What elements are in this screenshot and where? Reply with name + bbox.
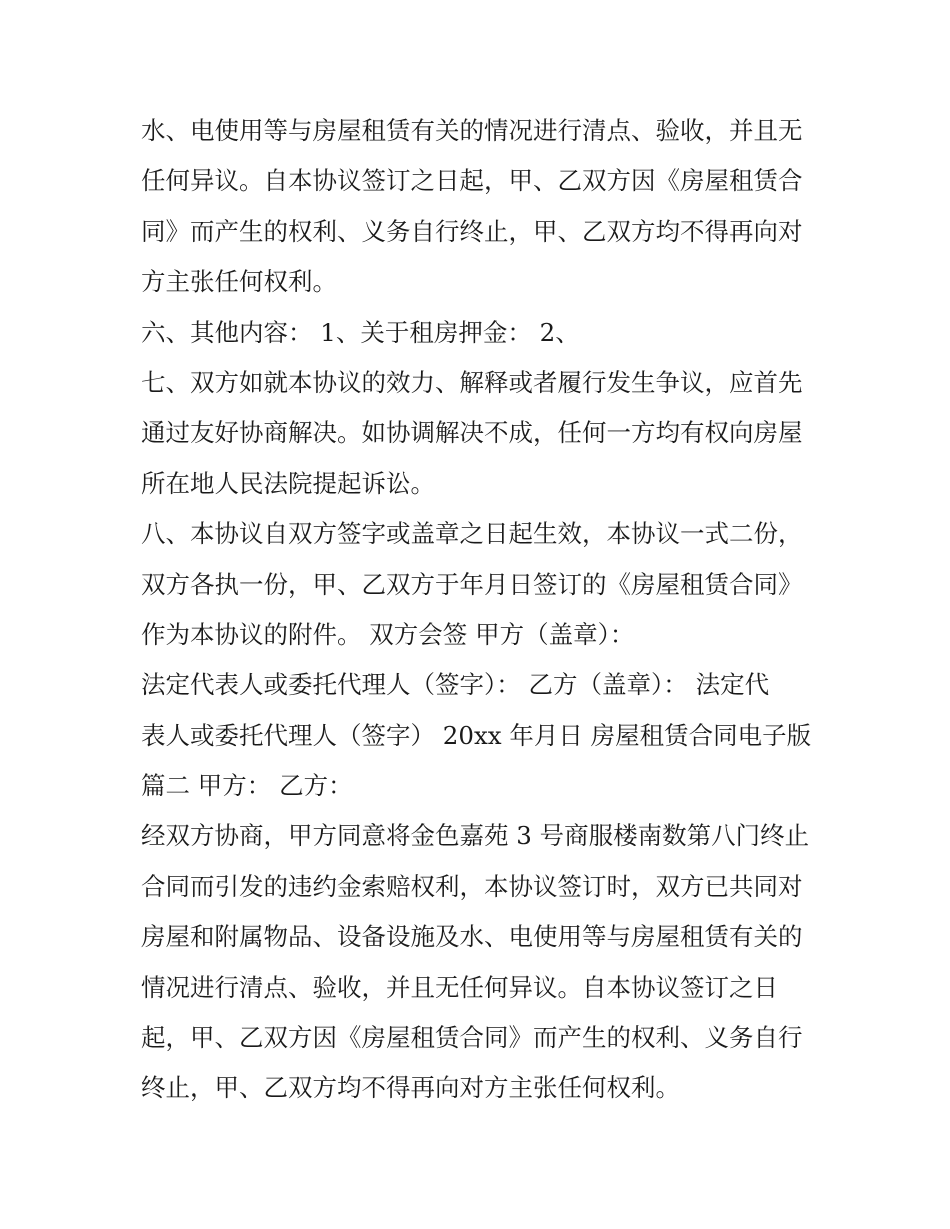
text-line: 作为本协议的附件。 双方会签 甲方（盖章）：: [141, 619, 635, 649]
text-line: 起，甲、乙双方因《房屋租赁合同》而产生的权利、义务自行: [141, 1023, 803, 1053]
text-line: 房屋和附属物品、设备设施及水、电使用等与房屋租赁有关的: [141, 922, 803, 952]
text-line: 同》而产生的权利、义务自行终止，甲、乙双方均不得再向对: [141, 216, 803, 246]
text-line: 任何异议。自本协议签订之日起，甲、乙双方因《房屋租赁合: [141, 166, 803, 196]
document-body: [141, 106, 821, 1114]
text-line: 双方各执一份，甲、乙双方于年月日签订的《房屋租赁合同》: [141, 569, 803, 599]
text-line: 所在地人民法院提起诉讼。: [141, 468, 435, 498]
text-line: 方主张任何权利。: [141, 267, 337, 297]
text-line: 终止，甲、乙双方均不得再向对方主张任何权利。: [141, 1073, 680, 1103]
text-line: 篇二 甲方： 乙方：: [141, 771, 353, 801]
text-line: 通过友好协商解决。如协调解决不成，任何一方均有权向房屋: [141, 418, 803, 448]
text-line: 经双方协商，甲方同意将金色嘉苑 3 号商服楼南数第八门终止: [141, 821, 810, 851]
text-line: 情况进行清点、验收，并且无任何异议。自本协议签订之日: [141, 972, 778, 1002]
text-line: 法定代表人或委托代理人（签字）： 乙方（盖章）： 法定代: [141, 670, 770, 700]
text-line: 六、其他内容： 1、关于租房押金： 2、: [141, 317, 580, 347]
text-line: 表人或委托代理人（签字） 20xx 年月日 房屋租赁合同电子版: [141, 720, 812, 750]
text-line: 合同而引发的违约金索赔权利，本协议签订时，双方已共同对: [141, 871, 803, 901]
text-line: 八、本协议自双方签字或盖章之日起生效，本协议一式二份，: [141, 519, 803, 549]
text-line: 水、电使用等与房屋租赁有关的情况进行清点、验收，并且无: [141, 116, 803, 145]
text-line: 七、双方如就本协议的效力、解释或者履行发生争议，应首先: [141, 367, 803, 397]
